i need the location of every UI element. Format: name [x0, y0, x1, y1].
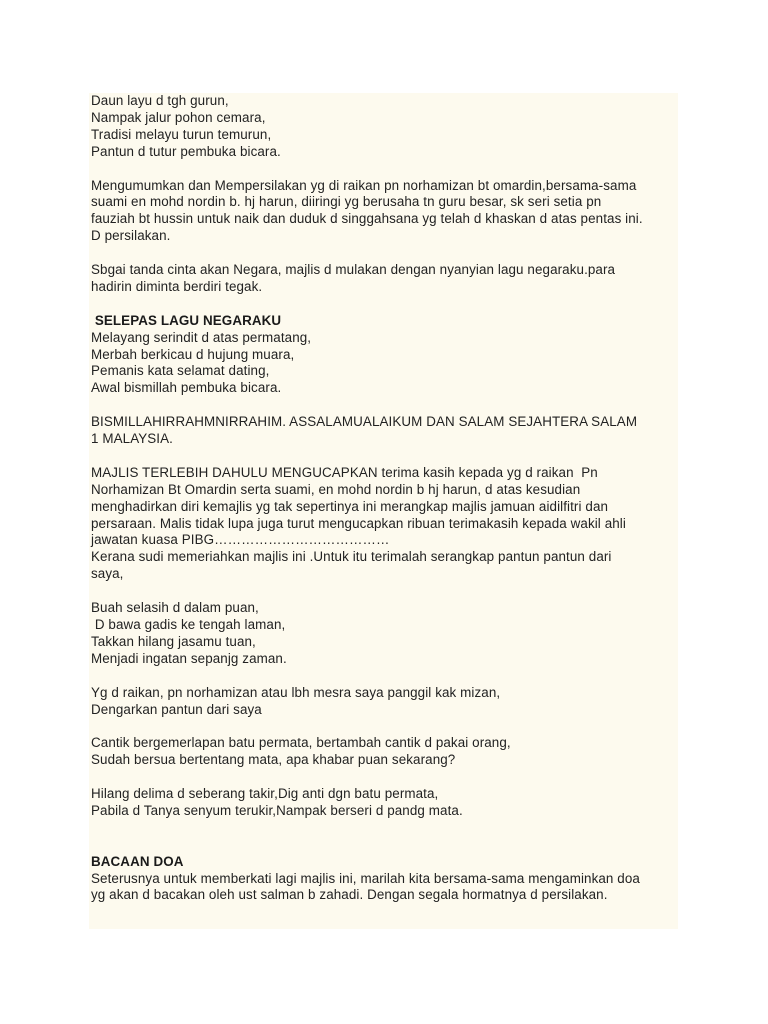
paragraph-announcement: [91, 178, 683, 246]
paragraph-greeting: [91, 414, 683, 448]
paragraph-line: yg akan d bacakan oleh ust salman b zahadi. Dengan segala hormatnya d persilakan.: [91, 887, 608, 903]
section-heading-bacaan-doa: BACAAN DOA: [91, 853, 184, 869]
paragraph-gap: [91, 296, 683, 313]
pantun-line: Hilang delima d seberang takir,Dig anti dgn batu permata,: [91, 786, 439, 802]
paragraph-line: MAJLIS TERLEBIH DAHULU MENGUCAPKAN terima kasih kepada yg d raikan Pn: [91, 464, 598, 480]
pantun-line: Pantun d tutur pembuka bicara.: [91, 143, 281, 159]
paragraph-line: D persilakan.: [91, 228, 171, 244]
paragraph-line: jawatan kuasa PIBG…………………………………: [91, 532, 390, 548]
paragraph-gap: [91, 583, 683, 600]
pantun-line: Menjadi ingatan sepanjg zaman.: [91, 650, 287, 666]
paragraph-line: Seterusnya untuk memberkati lagi majlis ini, marilah kita bersama-sama mengaminkan doa: [91, 870, 640, 886]
document-body: [91, 93, 683, 904]
paragraph-gap: [91, 769, 683, 786]
paragraph-line: Sbgai tanda cinta akan Negara, majlis d mulakan dengan nyanyian lagu negaraku.para: [91, 262, 616, 278]
paragraph-anthem: [91, 262, 683, 296]
pantun-line: Sudah bersua bertentang mata, apa khabar puan sekarang?: [91, 752, 456, 768]
paragraph-line: menghadirkan diri kemajlis yg tak sepertinya ini merangkap majlis jamuan aidilfitri dan: [91, 498, 609, 514]
pantun-welcome: [91, 330, 683, 398]
pantun-line: Pemanis kata selamat dating,: [91, 363, 270, 379]
pantun-line: Nampak jalur pohon cemara,: [91, 109, 266, 125]
pantun-line: Daun layu d tgh gurun,: [91, 93, 229, 108]
paragraph-line: Dengarkan pantun dari saya: [91, 701, 262, 717]
paragraph-line: persaraan. Malis tidak lupa juga turut mengucapkan ribuan terimakasih kepada wakil ahli: [91, 515, 626, 531]
paragraph-line: Mengumumkan dan Mempersilakan yg di raikan pn norhamizan bt omardin,bersama-sama: [91, 177, 637, 193]
paragraph-gap: [91, 820, 683, 854]
pantun-delima: [91, 786, 683, 820]
paragraph-prayer: [91, 871, 683, 905]
paragraph-line: 1 MALAYSIA.: [91, 431, 173, 447]
pantun-line: Tradisi melayu turun temurun,: [91, 126, 272, 142]
paragraph-line: Norhamizan Bt Omardin serta suami, en mohd nordin b hj harun, d atas kesudian: [91, 481, 581, 497]
paragraph-line: Yg d raikan, pn norhamizan atau lbh mesra saya panggil kak mizan,: [91, 684, 501, 700]
pantun-line: Buah selasih d dalam puan,: [91, 600, 259, 616]
paragraph-line: saya,: [91, 566, 124, 582]
pantun-line: Melayang serindit d atas permatang,: [91, 329, 312, 345]
pantun-selasih: [91, 600, 683, 668]
paragraph-gap: [91, 668, 683, 685]
paragraph-gap: [91, 448, 683, 465]
paragraph-gap: [91, 245, 683, 262]
section-heading-selepas-lagu-negaraku: SELEPAS LAGU NEGARAKU: [91, 312, 282, 328]
paragraph-gap: [91, 718, 683, 735]
pantun-permata: [91, 735, 683, 769]
paragraph-line: fauziah bt hussin untuk naik dan duduk d singgahsana yg telah d khaskan d atas pentas ini.: [91, 211, 643, 227]
pantun-line: Pabila d Tanya senyum terukir,Nampak berseri d pandg mata.: [91, 802, 463, 818]
paragraph-line: BISMILLAHIRRAHMNIRRAHIM. ASSALAMUALAIKUM DAN SALAM SEJAHTERA SALAM: [91, 414, 638, 430]
pantun-opening: [91, 93, 683, 161]
paragraph-gap: [91, 397, 683, 414]
pantun-line: D bawa gadis ke tengah laman,: [91, 617, 286, 632]
paragraph-line: hadirin diminta berdiri tegak.: [91, 278, 263, 294]
paragraph-honoree: [91, 685, 683, 719]
paragraph-gap: [91, 161, 683, 178]
pantun-line: Cantik bergemerlapan batu permata, bertambah cantik d pakai orang,: [91, 735, 511, 751]
paragraph-line: Kerana sudi memeriahkan majlis ini .Untuk itu terimalah serangkap pantun pantun dari: [91, 549, 612, 565]
pantun-line: Takkan hilang jasamu tuan,: [91, 633, 256, 649]
pantun-line: Merbah berkicau d hujung muara,: [91, 346, 295, 362]
paragraph-line: suami en mohd nordin b. hj harun, diiringi yg berusaha tn guru besar, sk seri setia pn: [91, 194, 602, 210]
paragraph-thanks: [91, 465, 683, 583]
pantun-line: Awal bismillah pembuka bicara.: [91, 380, 282, 396]
